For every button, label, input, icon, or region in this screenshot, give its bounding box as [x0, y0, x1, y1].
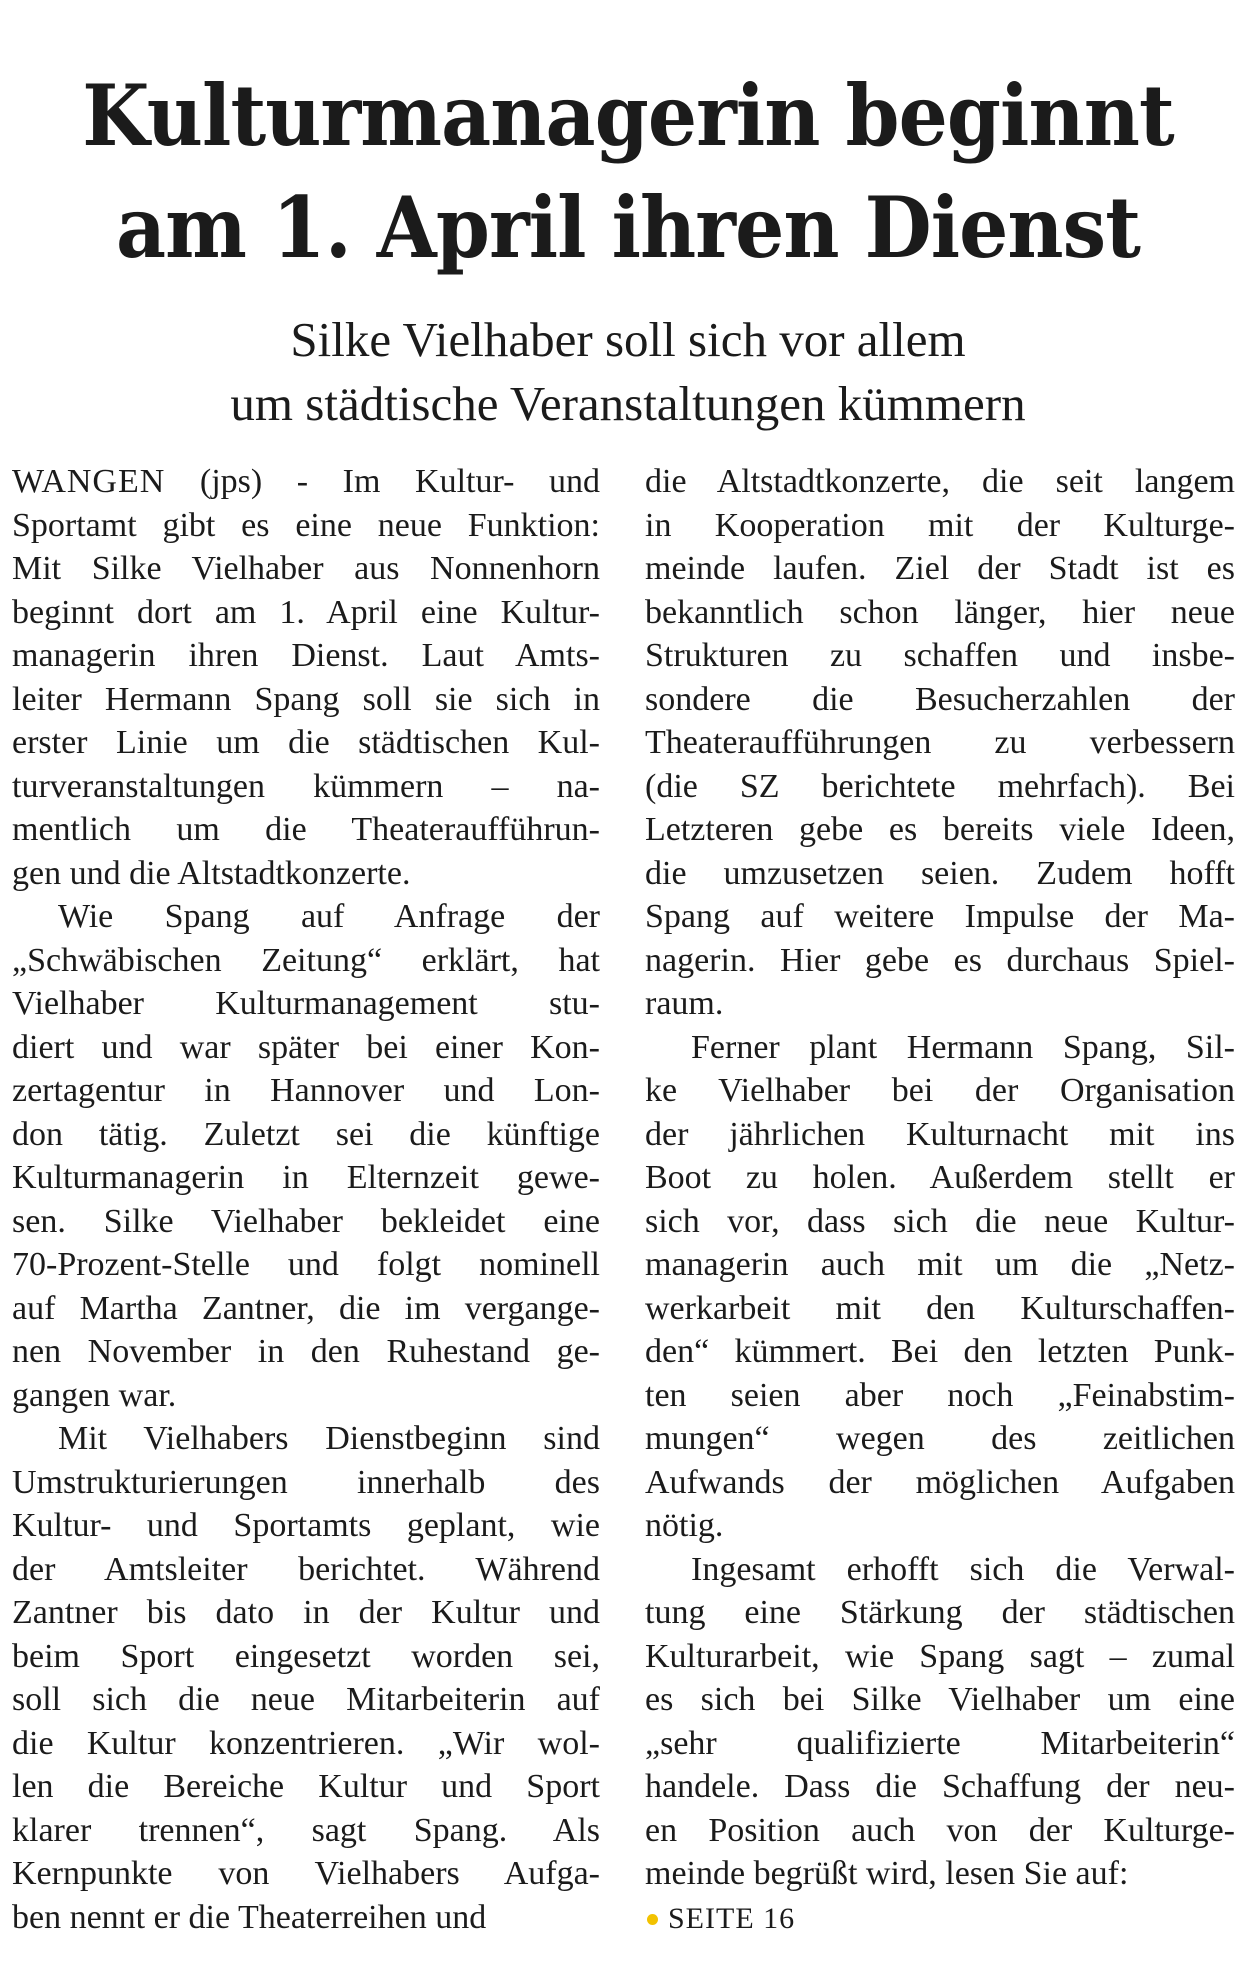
text-line: managerin ihren Dienst. Laut Amts- [12, 637, 600, 674]
text-line: nötig. [645, 1507, 724, 1544]
dateline: WANGEN [12, 463, 166, 500]
text-line: tung eine Stärkung der städtischen [645, 1594, 1235, 1631]
text-line: auf Martha Zantner, die im vergange- [12, 1289, 600, 1327]
text-line: die Kultur konzentrieren. „Wir wol- [12, 1724, 600, 1762]
text-line: werkarbeit mit den Kulturschaffen- [645, 1289, 1235, 1327]
text-line: die Altstadtkonzerte, die seit langem [645, 463, 1235, 500]
text-line: 70-Prozent-Stelle und folgt nominell [12, 1246, 600, 1283]
text-line: mentlich um die Theateraufführun- [12, 811, 600, 848]
text-line: ben nennt er die Theaterreihen und [12, 1898, 487, 1936]
text-line: „Schwäbischen Zeitung“ erklärt, hat [12, 941, 600, 979]
text-line: Aufwands der möglichen Aufgaben [645, 1463, 1235, 1501]
text-line: (die SZ berichtete mehrfach). Bei [645, 767, 1235, 805]
text-line: ke Vielhaber bei der Organisation [645, 1072, 1235, 1109]
article-column-right [645, 460, 1235, 1940]
text-line: in Kooperation mit der Kulturge- [645, 506, 1235, 544]
text-line: sen. Silke Vielhaber bekleidet eine [12, 1202, 600, 1240]
text-line: managerin auch mit um die „Netz- [645, 1246, 1235, 1283]
text-line: beim Sport eingesetzt worden sei, [12, 1637, 600, 1675]
text-line: Zantner bis dato in der Kultur und [12, 1594, 600, 1631]
text-line: die umzusetzen seien. Zudem hofft [645, 854, 1235, 892]
article-column-left [12, 460, 600, 1939]
text-line: es sich bei Silke Vielhaber um eine [645, 1681, 1235, 1718]
text-line: raum. [645, 985, 724, 1022]
page-reference-text: SEITE 16 [668, 1901, 796, 1935]
text-line: erster Linie um die städtischen Kul- [12, 724, 600, 761]
text-line: sondere die Besucherzahlen der [645, 680, 1235, 718]
bullet-dot-icon [647, 1914, 658, 1925]
headline [50, 60, 1206, 284]
text-line: gangen war. [12, 1376, 177, 1414]
text-fragment: (jps) - Im Kultur- und [165, 463, 600, 500]
text-line: Theateraufführungen zu verbessern [645, 724, 1235, 761]
subheadline-line-1: Silke Vielhaber soll sich vor allem [290, 312, 966, 367]
text-line: Kultur- und Sportamts geplant, wie [12, 1507, 600, 1544]
text-line: Letzteren gebe es bereits viele Ideen, [645, 811, 1235, 848]
text-line: diert und war später bei einer Kon- [12, 1028, 600, 1066]
text-line: beginnt dort am 1. April eine Kultur- [12, 593, 600, 631]
text-line: sich vor, dass sich die neue Kultur- [645, 1202, 1235, 1240]
subheadline [0, 308, 1256, 436]
page-reference [645, 1896, 1235, 1941]
headline-line-1: Kulturmanagerin beginnt [82, 66, 1174, 165]
text-line: len die Bereiche Kultur und Sport [12, 1768, 600, 1805]
text-line: „sehr qualifizierte Mitarbeiterin“ [645, 1724, 1235, 1762]
text-line: nagerin. Hier gebe es durchaus Spiel- [645, 941, 1235, 979]
text-line: Wie Spang auf Anfrage der [58, 898, 600, 935]
text-line: handele. Dass die Schaffung der neu- [645, 1768, 1235, 1805]
text-line: bekanntlich schon länger, hier neue [645, 593, 1235, 631]
subheadline-line-2: um städtische Veranstaltungen kümmern [230, 376, 1026, 431]
text-line: Strukturen zu schaffen und insbe- [645, 637, 1235, 674]
text-line: en Position auch von der Kulturge- [645, 1811, 1235, 1849]
text-line: klarer trennen“, sagt Spang. Als [12, 1811, 600, 1849]
text-line: ten seien aber noch „Feinabstim- [645, 1376, 1235, 1414]
text-line: Vielhaber Kulturmanagement stu- [12, 985, 600, 1022]
text-line: Ferner plant Hermann Spang, Sil- [691, 1028, 1235, 1066]
text-line: der jährlichen Kulturnacht mit ins [645, 1115, 1235, 1153]
text-line: mungen“ wegen des zeitlichen [645, 1420, 1235, 1457]
text-line: gen und die Altstadtkonzerte. [12, 854, 411, 892]
text-line: turveranstaltungen kümmern – na- [12, 767, 600, 805]
text-line: Boot zu holen. Außerdem stellt er [645, 1159, 1235, 1196]
text-line: Ingesamt erhofft sich die Verwal- [691, 1550, 1235, 1588]
text-line: Kernpunkte von Vielhabers Aufga- [12, 1855, 600, 1892]
text-line: nen November in den Ruhestand ge- [12, 1333, 600, 1370]
headline-line-2: am 1. April ihren Dienst [115, 178, 1141, 277]
text-line: Spang auf weitere Impulse der Ma- [645, 898, 1235, 935]
text-line: Umstrukturierungen innerhalb des [12, 1463, 600, 1501]
text-line: Sportamt gibt es eine neue Funktion: [12, 506, 600, 544]
text-line: Kulturmanagerin in Elternzeit gewe- [12, 1159, 600, 1196]
text-line [12, 460, 600, 504]
text-line: don tätig. Zuletzt sei die künftige [12, 1115, 600, 1153]
text-line: den“ kümmert. Bei den letzten Punk- [645, 1333, 1235, 1370]
text-line: meinde begrüßt wird, lesen Sie auf: [645, 1855, 1129, 1892]
text-line: der Amtsleiter berichtet. Während [12, 1550, 600, 1588]
text-line: Mit Silke Vielhaber aus Nonnenhorn [12, 550, 600, 587]
text-line: soll sich die neue Mitarbeiterin auf [12, 1681, 600, 1718]
text-line: meinde laufen. Ziel der Stadt ist es [645, 550, 1235, 587]
text-line: Mit Vielhabers Dienstbeginn sind [58, 1420, 600, 1457]
text-line: Kulturarbeit, wie Spang sagt – zumal [645, 1637, 1235, 1675]
text-line: zertagentur in Hannover und Lon- [12, 1072, 600, 1109]
text-line: leiter Hermann Spang soll sie sich in [12, 680, 600, 718]
